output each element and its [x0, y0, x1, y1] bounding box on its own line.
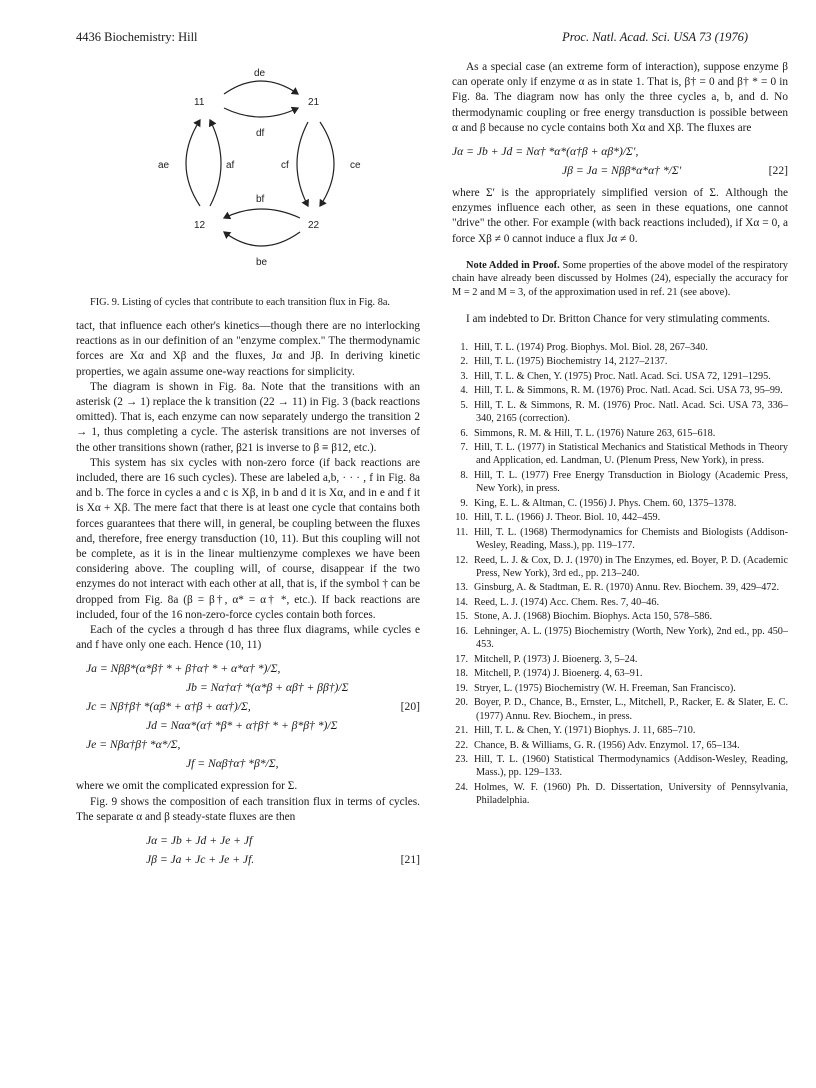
- reference-number: 10.: [455, 512, 468, 524]
- reference-item: [452, 596, 788, 609]
- reference-item: [452, 341, 788, 354]
- reference-text: Boyer, P. D., Chance, B., Ernster, L., Mitchell, P., Racker, E. & Slater, E. C. (1977) Annu. Rev. Biochem., in press.: [474, 697, 788, 722]
- reference-text: Hill, T. L. (1975) Biochemistry 14, 2127–2137.: [474, 356, 668, 368]
- reference-number: 16.: [455, 625, 468, 637]
- node-12: 12: [194, 220, 206, 231]
- left-column: [76, 60, 420, 875]
- reference-text: King, E. L. & Altman, C. (1956) J. Phys. Chem. 60, 1375–1378.: [474, 497, 737, 509]
- edge-label-be: be: [256, 257, 268, 268]
- reference-item: [452, 370, 788, 383]
- reference-text: Hill, T. L. (1960) Statistical Thermodynamics (Addison-Wesley, Reading, Mass.), pp. 129–133.: [474, 754, 788, 779]
- reference-item: [452, 753, 788, 779]
- reference-text: Hill, T. L. & Simmons, R. M. (1976) Proc. Natl. Acad. Sci. USA 73, 95–99.: [474, 385, 783, 397]
- reference-number: 2.: [460, 356, 468, 368]
- paragraph: Fig. 9 shows the composition of each transition flux in terms of cycles. The separate α and β steady-state fluxes are then: [76, 795, 420, 823]
- reference-number: 11.: [455, 526, 468, 538]
- reference-text: Holmes, W. F. (1960) Ph. D. Dissertation, University of Pennsylvania, Philadelphia.: [474, 782, 788, 807]
- reference-text: Hill, T. L. (1968) Thermodynamics for Chemists and Biologists (Addison-Wesley, Reading, Mass.), pp. 119–177.: [474, 526, 788, 551]
- equation-line: Jf = Nαβ†α† *β*/Σ,: [186, 757, 279, 771]
- reference-number: 8.: [460, 469, 468, 481]
- reference-number: 18.: [455, 668, 468, 680]
- reference-item: [452, 739, 788, 752]
- equation-line: [76, 697, 420, 716]
- right-column: [452, 60, 788, 809]
- equation-line: Jb = Nα†α† *(α*β + αβ† + ββ†)/Σ: [186, 681, 349, 695]
- equation-text: Jc = Nβ†β† *(αβ* + α†β + αα†)/Σ,: [86, 700, 251, 714]
- reference-number: 23.: [455, 754, 468, 766]
- arc-ce: [320, 122, 334, 206]
- equation-number: [22]: [768, 164, 788, 178]
- equation-line: Jα = Jb + Jd = Nα† *α*(α†β + αβ*)/Σ′,: [452, 145, 639, 159]
- reference-item: [452, 581, 788, 594]
- reference-item: [452, 469, 788, 495]
- paragraph: This system has six cycles with non-zero force (if back reactions are included, there are 16 such cycles). These are labeled a,b, · · · , f in Fig. 8a and b. The force in cycles a and c is Xβ, in b and d it is Xα, and in e and f it is Xα + Xβ. The mere fact that there is at least one cycle that contains both forces guarantees that there will, in general, be coupling between the fluxes and, therefore, free energy transduction (10, 11). But this coupling will not be complete, as it is in the linear multienzyme complexes we have been considering above. The coupling will, of course, disappear if the two enzymes do not interact with each other at all, that is, if the symbol † can be dropped from Fig. 8a (β = β†, α* = α† *, etc.). If back reactions are included, four of the 16 non-zero-force cycles contain both forces.: [76, 456, 420, 621]
- equation-line: [452, 161, 788, 180]
- edge-label-df: df: [256, 128, 265, 139]
- reference-number: 12.: [455, 554, 468, 566]
- node-22: 22: [308, 220, 320, 231]
- equation-line: Je = Nβα†β† *α*/Σ,: [86, 738, 181, 752]
- reference-text: Reed, L. J. & Cox, D. J. (1970) in The Enzymes, ed. Boyer, P. D. (Academic Press, New York), 3rd ed., pp. 213–240.: [474, 554, 788, 579]
- reference-item: [452, 554, 788, 580]
- reference-text: Hill, T. L. (1966) J. Theor. Biol. 10, 442–459.: [474, 512, 661, 524]
- paragraph: Each of the cycles a through d has three flux diagrams, while cycles e and f have only one each. Hence (10, 11): [76, 624, 420, 652]
- reference-text: Stone, A. J. (1968) Biochim. Biophys. Acta 150, 578–586.: [474, 611, 712, 623]
- equation-line: Ja = Nββ*(α*β† * + β†α† * + α*α† *)/Σ,: [86, 662, 281, 676]
- reference-item: [452, 610, 788, 623]
- arc-df: [224, 108, 298, 117]
- reference-text: Hill, T. L. & Simmons, R. M. (1976) Proc. Natl. Acad. Sci. USA 73, 336–340, 2165 (correction).: [474, 399, 788, 425]
- reference-text: Mitchell, P. (1974) J. Bioenerg. 4, 63–91.: [474, 668, 643, 680]
- reference-number: 24.: [455, 782, 468, 794]
- reference-text: Lehninger, A. L. (1975) Biochemistry (Worth, New York), 2nd ed., pp. 450–453.: [474, 625, 788, 651]
- equation-text: Jβ = Ja = Nββ*α*α† */Σ′: [562, 164, 682, 178]
- arc-de: [224, 81, 298, 94]
- equation-22: [452, 142, 788, 180]
- reference-text: Hill, T. L. (1977) in Statistical Mechanics and Statistical Methods in Theory and Application, ed. Landman, U. (Plenum Press, New York), in press.: [474, 442, 788, 467]
- edge-label-af: af: [226, 160, 235, 171]
- reference-text: Reed, L. J. (1974) Acc. Chem. Res. 7, 40–46.: [474, 596, 660, 608]
- acknowledgment: I am indebted to Dr. Britton Chance for very stimulating comments.: [466, 312, 770, 325]
- reference-number: 14.: [455, 596, 468, 608]
- reference-number: 9.: [460, 497, 468, 509]
- reference-number: 17.: [455, 653, 468, 665]
- paragraph: The diagram is shown in Fig. 8a. Note that the transitions with an asterisk (2 → 1) replace the k transition (22 → 11) in Fig. 3 (back reactions omitted). That is, each enzyme can now separately undergo the transition 2 → 1, thus completing a cycle. The asterisk transitions are not inverses of the other transitions shown (rather, β21 is inverse to β ≡ β12, etc.).: [76, 380, 420, 454]
- edge-label-ae: ae: [158, 160, 170, 171]
- reference-text: Mitchell, P. (1973) J. Bioenerg. 3, 5–24.: [474, 653, 638, 665]
- edge-label-bf: bf: [256, 194, 265, 205]
- reference-item: [452, 667, 788, 680]
- paragraph: where we omit the complicated expression for Σ.: [76, 780, 298, 793]
- reference-text: Stryer, L. (1975) Biochemistry (W. H. Freeman, San Francisco).: [474, 682, 736, 694]
- reference-number: 13.: [455, 582, 468, 594]
- node-11: 11: [194, 97, 205, 108]
- running-header-right: Proc. Natl. Acad. Sci. USA 73 (1976): [562, 30, 748, 44]
- arc-be: [224, 232, 300, 246]
- reference-number: 5.: [460, 399, 468, 411]
- reference-text: Simmons, R. M. & Hill, T. L. (1976) Nature 263, 615–618.: [474, 427, 716, 439]
- reference-item: [452, 427, 788, 440]
- paragraph: where Σ′ is the appropriately simplified version of Σ. Although the enzymes influence each other, as seen in these equations, one cannot "drive" the other. For example (with back reactions included), if Xα = 0, a force Xβ ≠ 0 cannot induce a flux Jα ≠ 0.: [452, 187, 788, 245]
- arc-cf: [297, 122, 308, 206]
- reference-item: [452, 724, 788, 737]
- reference-item: [452, 399, 788, 425]
- reference-text: Ginsburg, A. & Stadtman, E. R. (1970) Annu. Rev. Biochem. 39, 429–472.: [474, 582, 780, 594]
- reference-item: [452, 384, 788, 397]
- equation-text: Jβ = Ja + Jc + Je + Jf.: [146, 853, 255, 867]
- node-21: 21: [308, 97, 320, 108]
- reference-item: [452, 355, 788, 368]
- equation-number: [20]: [400, 700, 420, 714]
- reference-number: 1.: [460, 341, 468, 353]
- reference-text: Hill, T. L. (1974) Prog. Biophys. Mol. Biol. 28, 267–340.: [474, 341, 708, 353]
- running-header-left: 4436 Biochemistry: Hill: [76, 30, 198, 44]
- reference-number: 6.: [460, 427, 468, 439]
- equation-20: [76, 659, 420, 773]
- reference-number: 3.: [460, 370, 468, 382]
- reference-item: [452, 511, 788, 524]
- reference-item: [452, 441, 788, 467]
- reference-text: Hill, T. L. & Chen, Y. (1975) Proc. Natl. Acad. Sci. USA 72, 1291–1295.: [474, 370, 771, 382]
- note-text: Some properties of the above model of the respiratory chain have already been discussed by Holmes (24), especially the accuracy for M = 2 and M = 3, of the approximation used in ref. 21 (see above).: [452, 259, 788, 299]
- reference-item: [452, 653, 788, 666]
- reference-text: Hill, T. L. (1977) Free Energy Transduction in Biology (Academic Press, New York), in press.: [474, 469, 788, 495]
- reference-text: Chance, B. & Williams, G. R. (1956) Adv. Enzymol. 17, 65–134.: [474, 739, 740, 751]
- figure-caption: FIG. 9. Listing of cycles that contribute to each transition flux in Fig. 8a.: [90, 297, 390, 308]
- reference-item: [452, 682, 788, 695]
- reference-item: [452, 526, 788, 552]
- reference-number: 7.: [460, 442, 468, 454]
- paragraph: As a special case (an extreme form of interaction), suppose enzyme β can operate only if enzyme α as in state 1. That is, β† = 0 and β† * = 0 in Fig. 8a. The diagram now has only the three cycles a, b, and d. No thermodynamic coupling or free energy transduction is possible between α and β because no cycle contains both Xα and Xβ. The fluxes are: [452, 61, 788, 134]
- equation-21: [76, 831, 420, 869]
- reference-number: 4.: [460, 385, 468, 397]
- equation-number: [21]: [400, 853, 420, 867]
- equation-line: Jd = Nαα*(α† *β* + α†β† * + β*β† *)/Σ: [146, 719, 338, 733]
- edge-label-de: de: [254, 68, 266, 79]
- paragraph: tact, that influence each other's kinetics—though there are no interlocking reactions as in our definition of an "enzyme complex." The thermodynamic forces are Xα and Xβ and the fluxes, Jα and Jβ. In deriving kinetic properties, we again assume one-way reactions for simplicity.: [76, 320, 420, 378]
- reference-item: [452, 696, 788, 722]
- equation-line: Jα = Jb + Jd + Je + Jf: [146, 834, 253, 848]
- equation-line: [76, 850, 420, 869]
- reference-number: 15.: [455, 611, 468, 623]
- reference-number: 19.: [455, 682, 468, 694]
- note-added-in-proof: [452, 259, 788, 300]
- cycle-diagram: [76, 60, 420, 290]
- note-heading: Note Added in Proof.: [466, 259, 560, 271]
- reference-item: [452, 625, 788, 651]
- reference-number: 22.: [455, 739, 468, 751]
- reference-item: [452, 781, 788, 807]
- figure-9: [76, 60, 420, 290]
- arc-ae: [186, 120, 200, 206]
- edge-label-cf: cf: [281, 160, 289, 171]
- reference-list: [452, 341, 788, 808]
- reference-item: [452, 497, 788, 510]
- reference-number: 20.: [455, 697, 468, 709]
- reference-number: 21.: [455, 725, 468, 737]
- reference-text: Hill, T. L. & Chen, Y. (1971) Biophys. J. 11, 685–710.: [474, 725, 696, 737]
- arc-af: [210, 120, 221, 206]
- arc-bf: [224, 209, 300, 218]
- edge-label-ce: ce: [350, 160, 361, 171]
